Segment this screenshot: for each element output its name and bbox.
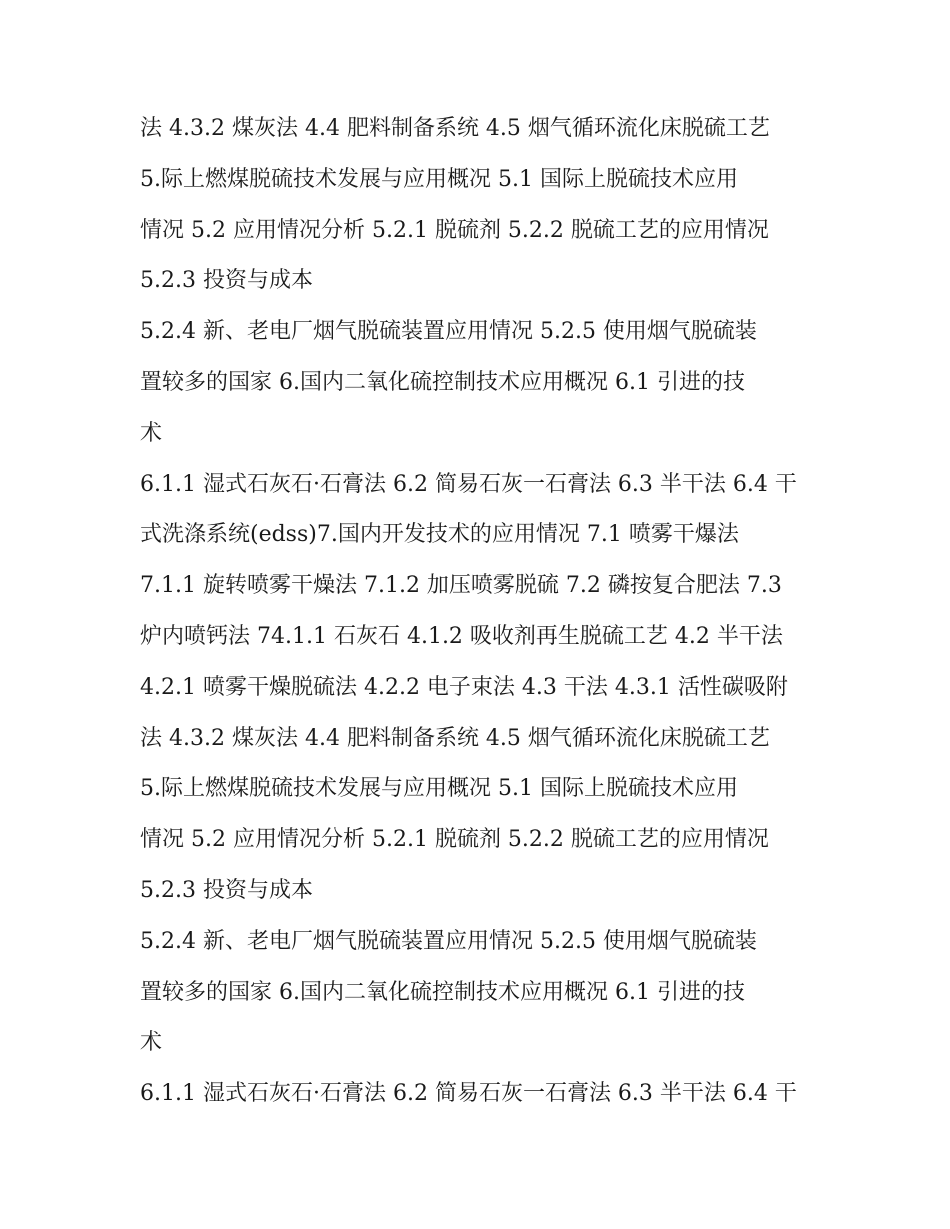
text-line: 5.2.3 投资与成本 (140, 877, 313, 903)
text-line: 术 (140, 420, 163, 446)
text-line: 6.1.1 湿式石灰石·石膏法 6.2 简易石灰一石膏法 6.3 半干法 6.4 干 (140, 471, 797, 497)
text-line: 情况 5.2 应用情况分析 5.2.1 脱硫剂 5.2.2 脱硫工艺的应用情况 (140, 217, 769, 243)
text-line: 术 (140, 1030, 163, 1056)
text-line: 置较多的国家 6.国内二氧化硫控制技术应用概况 6.1 引进的技 (140, 979, 745, 1005)
text-line: 法 4.3.2 煤灰法 4.4 肥料制备系统 4.5 烟气循环流化床脱硫工艺 (140, 116, 770, 141)
text-line: 5.2.4 新、老电厂烟气脱硫装置应用情况 5.2.5 使用烟气脱硫装 (140, 928, 757, 954)
text-line: 5.2.4 新、老电厂烟气脱硫装置应用情况 5.2.5 使用烟气脱硫装 (140, 319, 757, 345)
text-line: 5.际上燃煤脱硫技术发展与应用概况 5.1 国际上脱硫技术应用 (140, 776, 738, 802)
text-line: 4.2.1 喷雾干燥脱硫法 4.2.2 电子束法 4.3 干法 4.3.1 活性碳吸附 (140, 674, 788, 700)
text-line: 炉内喷钙法 74.1.1 石灰石 4.1.2 吸收剂再生脱硫工艺 4.2 半干法 (140, 623, 783, 649)
text-line: 式洗涤系统(edss)7.国内开发技术的应用情况 7.1 喷雾干爆法 (140, 522, 739, 548)
text-line: 法 4.3.2 煤灰法 4.4 肥料制备系统 4.5 烟气循环流化床脱硫工艺 (140, 725, 770, 751)
document-body (140, 104, 820, 1120)
text-line: 6.1.1 湿式石灰石·石膏法 6.2 简易石灰一石膏法 6.3 半干法 6.4 干 (140, 1081, 797, 1107)
text-line: 情况 5.2 应用情况分析 5.2.1 脱硫剂 5.2.2 脱硫工艺的应用情况 (140, 827, 769, 853)
text-line: 7.1.1 旋转喷雾干燥法 7.1.2 加压喷雾脱硫 7.2 磷按复合肥法 7.3 (140, 573, 782, 599)
text-line: 5.际上燃煤脱硫技术发展与应用概况 5.1 国际上脱硫技术应用 (140, 166, 738, 192)
text-line: 置较多的国家 6.国内二氧化硫控制技术应用概况 6.1 引进的技 (140, 369, 745, 395)
text-line: 5.2.3 投资与成本 (140, 268, 313, 294)
